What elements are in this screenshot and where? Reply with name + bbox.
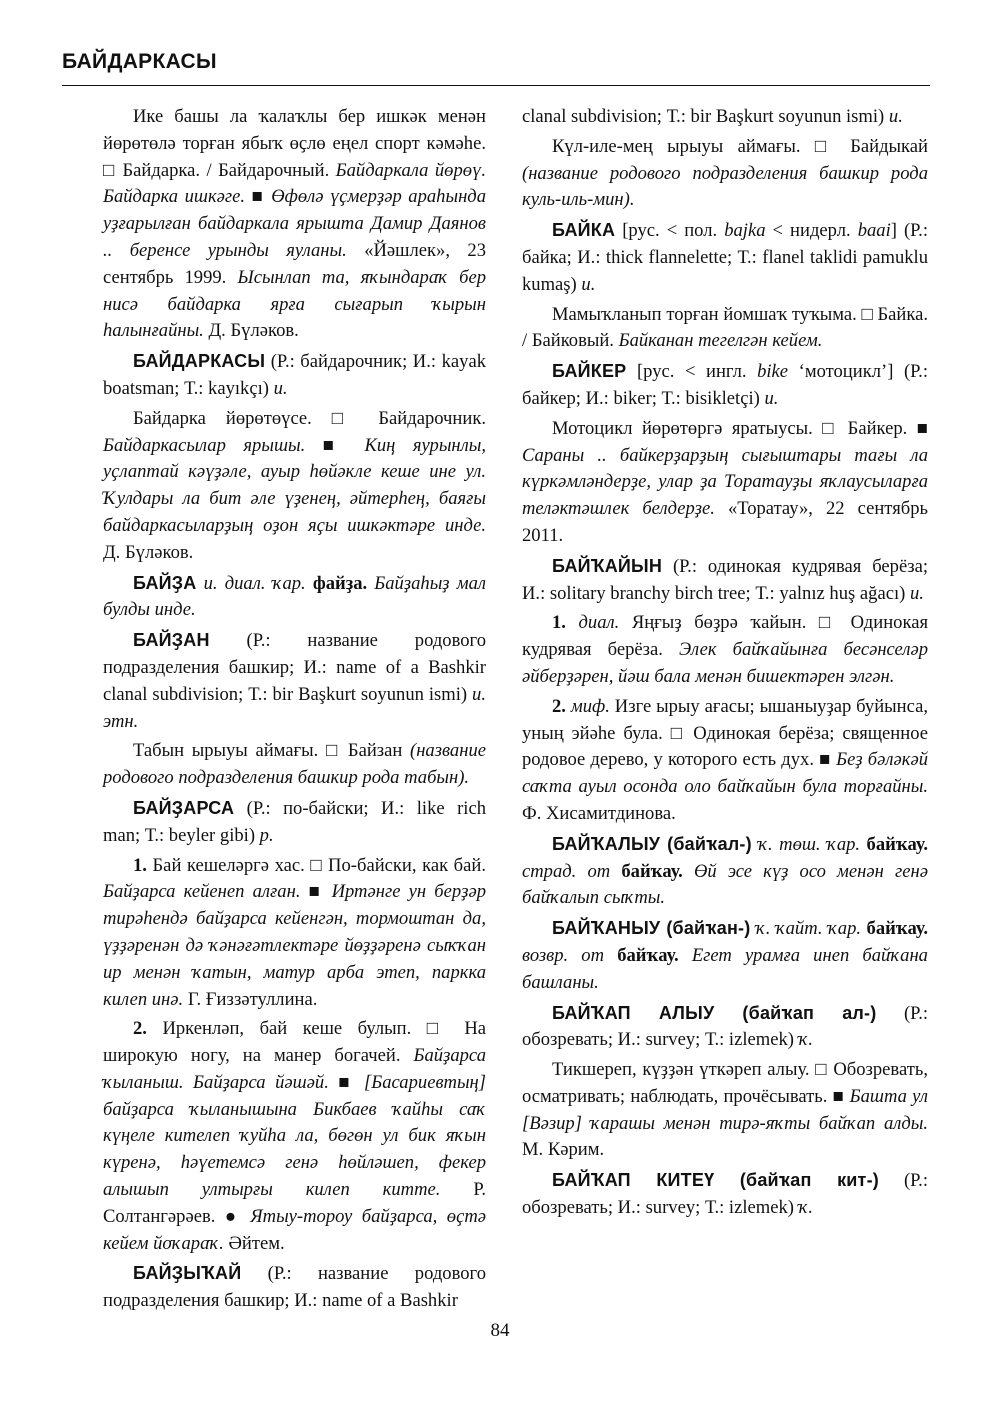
entry-paragraph: Ике башы ла ҡалаҡлы бер ишкәк менән йөрөтөлә торған ябыҡ өҫлө еңел спорт кәмәһе. □ Байдарка. / Байдарочный. Байдаркала йөрөү. Байдарка ишкәге. ■ Өфөлә үҫмерҙәр араһында уҙғарылған байдаркала ярышта Дамир Даянов .. беренсе урынды яуланы. «Йәшлек», 23 сентябрь 1999. Ысынлап та, яҡындараҡ бер нисә байдарка ярға сығарып ҡырын һалынғайны. Д. Бүләков. — [103, 106, 487, 342]
entry-paragraph: Күл-иле-мең ырыуы аймағы. □ Байдыкай (название родового подразделения башкир рода куль-иль-мин). — [522, 135, 928, 211]
entry-paragraph: БАЙҠАЙЫН (Р.: одинокая кудрявая берёза; И.: solitary branchy birch tree; Т.: yalnız huş ağacı) и. — [522, 555, 928, 604]
headword: БАЙКА — [552, 220, 616, 241]
headword: БАЙҠАЛЫУ (байҡал-) — [552, 833, 752, 854]
italic-text: ҡ. ҡайт. ҡар. — [755, 918, 862, 940]
italic-text: Өй эсе күҙ осо менән генә байҡалып сыҡты. — [522, 860, 929, 909]
headword: БАЙДАРКАСЫ — [133, 351, 266, 372]
bold-text: байҡау. — [866, 833, 928, 855]
italic-text: и. — [581, 273, 596, 295]
italic-text: страд. от — [522, 860, 611, 882]
entry-paragraph: 2. Иркенләп, бай кеше булып. □ На широкую ногу, на манер богачей. Байҙарса ҡыланыш. Байҙарса йәшәй. ■ [Басариевтың] байҙарса ҡыланышына Бикбаев ҡайһы саҡ күңеле кителеп ҡуйһа ла, бөгөн ул бик яҡын күренә, һәүетемсә генә һөйләшеп, фекер алышып ултырғы килеп китте. Р. Солтангәрәев. ● Ятыу-тороу байҙарса, өҫтә кейем йоҡараҡ. Әйтем. — [103, 1018, 486, 1254]
italic-text: и. — [909, 582, 924, 604]
italic-text: Башта ул [Вәзир] ҡарашы менән тирә-яҡты байҡап алды. — [522, 1085, 929, 1134]
italic-text: Беҙ бәләкәй саҡта ауыл осонда оло байҡайын була торғайны. — [522, 749, 928, 798]
italic-text: Байдаркала йөрөү. Байдарка ишкәге. — [103, 159, 486, 208]
entry-paragraph — [522, 915, 928, 996]
entry-paragraph: БАЙҠАП КИТЕҮ (байҡап кит-) (Р.: обозревать; И.: survey; Т.: izlemek) ҡ. — [522, 1170, 928, 1219]
headword: БАЙҠАНЫУ (байҡан-) — [552, 918, 751, 939]
bold-text: байҡау. — [866, 918, 928, 940]
headword: БАЙҠАЙЫН — [552, 555, 663, 576]
entry-paragraph: clanal subdivision; Т.: bir Başkurt soyunun ismi) и. — [522, 106, 903, 127]
italic-text: и. — [888, 106, 903, 127]
headword: БАЙКЕР — [552, 361, 627, 382]
bold-text: 1. — [133, 854, 147, 876]
entry-paragraph: БАЙКЕР [рус. < ингл. bike ‘мотоцикл’] (Р.: байкер; И.: biker; Т.: bisikletçi) и. — [522, 361, 928, 409]
italic-text: Егет урамға инеп байҡана башланы. — [522, 944, 928, 993]
entry-paragraph: Табын ырыуы аймағы. □ Байзан (название родового подразделения башкир рода табын). — [103, 740, 486, 789]
headword: БАЙҘАН — [133, 630, 210, 651]
entry-paragraph: БАЙҘЫҠАЙ (Р.: название родового подразделения башкир; И.: name of a Bashkir — [103, 1263, 486, 1312]
bold-text: файҙа. — [312, 572, 368, 594]
italic-text: baai — [857, 220, 891, 242]
headword: БАЙҘЫҠАЙ — [133, 1263, 242, 1284]
italic-text: и. — [273, 377, 288, 399]
italic-text: ҡ. төш. ҡар. — [758, 833, 861, 855]
italic-text: р. — [259, 824, 274, 846]
entry-paragraph — [103, 570, 486, 625]
headword: БАЙҘАРСА — [133, 797, 235, 818]
italic-text: Элек байҡайынға бесәнселәр әйберҙәрен, йәш бала менән бишектәрен элгән. — [522, 639, 929, 687]
entry-paragraph: БАЙДАРКАСЫ (Р.: байдарочник; И.: kayak boatsman; Т.: kayıkçı) и. — [103, 351, 486, 399]
bold-text: 2. — [552, 695, 566, 717]
italic-text: bike — [757, 361, 789, 383]
entry-paragraph: 1. диал. Яңғыҙ бөҙрә ҡайын. □ Одинокая кудрявая берёза. Элек байҡайынға бесәнселәр әйберҙәрен, йәш бала менән бишектәрен элгән. — [522, 612, 929, 687]
italic-text: Байҙарса кейенеп алған. — [103, 881, 301, 903]
italic-text: и. диал. ҡар. — [203, 572, 306, 594]
italic-text: Иртәнге ун берҙәр тирәһендә байҙарса кейенгән, тормоштан да, үҙҙәренән дә ҡәнәғәтлектәре йөҙҙәренә сыҡҡан ир менән ҡатын, матур арба этеп, паркка килеп инә. — [103, 881, 486, 1010]
entry-paragraph: БАЙҘАРСА (Р.: по-байски; И.: like rich man; Т.: beyler gibi) р. — [103, 797, 486, 846]
italic-text: ҡ. — [798, 1197, 814, 1219]
italic-text: Байҙаһыҙ мал булды инде. — [103, 572, 486, 621]
page-number: 84 — [490, 1320, 510, 1341]
entry-paragraph: 2. миф. Изге ырыу ағасы; ышаныуҙар буйынса, уның эйәһе була. □ Одинокая берёза; священное родовое дерево, у которого есть дух. ■ Беҙ бәләкәй саҡта ауыл осонда оло байҡайын була торғайны. Ф. Хисамитдинова. — [522, 695, 928, 824]
entry-paragraph: 1. Бай кешеләргә хас. □ По-байски, как бай. Байҙарса кейенеп алған. ■ Иртәнге ун берҙәр тирәһендә байҙарса кейенгән, тормоштан да, үҙҙәренән дә ҡәнәғәтлектәре йөҙҙәренә сыҡҡан ир менән ҡатын, матур арба этеп, паркка килеп инә. Г. Ғиззәтуллина. — [103, 854, 486, 1010]
italic-text: Өфөлә үҫмерҙәр араһында уҙғарылған байдаркала ярышта Дамир Даянов .. беренсе урынды яуланы. — [103, 186, 487, 261]
italic-text: диал. — [578, 612, 620, 634]
italic-text: (название родового подразделения башкир рода табын). — [103, 740, 486, 789]
headword: БАЙҠАП АЛЫУ (байҡап ал-) — [552, 1002, 877, 1023]
italic-text: возвр. от — [522, 944, 605, 966]
bold-text: 2. — [133, 1018, 147, 1040]
bold-text: байҡау. — [621, 860, 683, 882]
italic-text: Байдаркасылар ярышы. — [103, 434, 306, 456]
italic-text: ҡ. — [798, 1029, 814, 1051]
italic-text: [Басариевтың] байҙарса ҡыланышына Бикбаев ҡайһы саҡ күңеле кителеп ҡуйһа ла, бөгөн ул бик яҡын күренә, һәүетемсә генә һөйләшеп, фекер алышып ултырғы килеп китте. — [103, 1071, 486, 1201]
headword: БАЙҘА — [133, 572, 197, 593]
italic-text: Байҙарса ҡыланыш. Байҙарса йәшәй. — [103, 1045, 486, 1093]
italic-text: и. этн. — [103, 683, 486, 732]
entry-paragraph: БАЙҠАП АЛЫУ (байҡап ал-) (Р.: обозревать; И.: survey; Т.: izlemek) ҡ. — [522, 1002, 929, 1051]
italic-text: Киң яурынлы, уҫлаптай кәүҙәле, ауыр һөйәкле кеше ине ул. Ҡулдары ла бит әле үҙенең, әйтерһең, баяғы байдаркасыларҙың оҙон яҫы ишкәктәре инде. — [103, 434, 486, 536]
italic-text: Ятыу-тороу байҙарса, өҫтә кейем йоҡараҡ. — [103, 1205, 486, 1254]
italic-text: (название родового подразделения башкир рода куль-иль-мин). — [522, 162, 928, 211]
right-column — [522, 104, 928, 1225]
running-head: БАЙДАРКАСЫ — [62, 50, 217, 73]
italic-text: bajka — [724, 220, 766, 242]
bold-text: байҡау. — [617, 944, 679, 966]
header-rule — [62, 85, 930, 86]
headword: БАЙҠАП КИТЕҮ (байҡап кит-) — [552, 1170, 879, 1191]
italic-text: Сараны .. байкерҙарҙың сығыштары тағы ла күркәмләндерҙе, улар ҙа Торатауҙы яҡлаусыларға теләктәшлек белдерҙе. — [522, 444, 928, 520]
left-column — [103, 104, 486, 1318]
italic-text: и. — [764, 387, 779, 409]
italic-text: миф. — [570, 695, 610, 717]
italic-text: Байканан тегелгән кейем. — [618, 330, 823, 352]
entry-paragraph: Мамыҡланып торған йомшаҡ туҡыма. □ Байка. / Байковый. Байканан тегелгән кейем. — [522, 303, 928, 352]
entry-paragraph: Байдарка йөрөтөүсе. □ Байдарочник. Байдаркасылар ярышы. ■ Киң яурынлы, уҫлаптай кәүҙәле, ауыр һөйәкле кеше ине ул. Ҡулдары ла бит әле үҙенең, әйтерһең, баяғы байдаркасыларҙың оҙон яҫы ишкәктәре инде. Д. Бүләков. — [103, 407, 486, 563]
entry-paragraph: БАЙКА [рус. < пол. bajka < нидерл. baai] (Р.: байка; И.: thick flannelette; Т.: flanel taklidi pamuklu kumaş) и. — [522, 220, 928, 295]
entry-paragraph: Тикшереп, күҙҙән үткәреп алыу. □ Обозревать, осматривать; наблюдать, прочёсывать. ■ Башта ул [Вәзир] ҡарашы менән тирә-яҡты байҡап алды. М. Кәрим. — [522, 1059, 929, 1161]
entry-paragraph: Мотоцикл йөрөтөргә яратыусы. □ Байкер. ■ Сараны .. байкерҙарҙың сығыштары тағы ла күркәмләндерҙе, улар ҙа Торатауҙы яҡлаусыларға теләктәшлек белдерҙе. «Торатау», 22 сентябрь 2011. — [522, 417, 928, 546]
bold-text: 1. — [552, 612, 566, 634]
entry-paragraph: БАЙҘАН (Р.: название родового подразделения башкир; И.: name of a Bashkir clanal subdivision; Т.: bir Başkurt soyunun ismi) и. этн. — [103, 630, 486, 732]
entry-paragraph — [522, 831, 928, 912]
italic-text: Ысынлап та, яҡындараҡ бер нисә байдарка ярға сығарып ҡырын һалынғайны. — [103, 266, 486, 342]
